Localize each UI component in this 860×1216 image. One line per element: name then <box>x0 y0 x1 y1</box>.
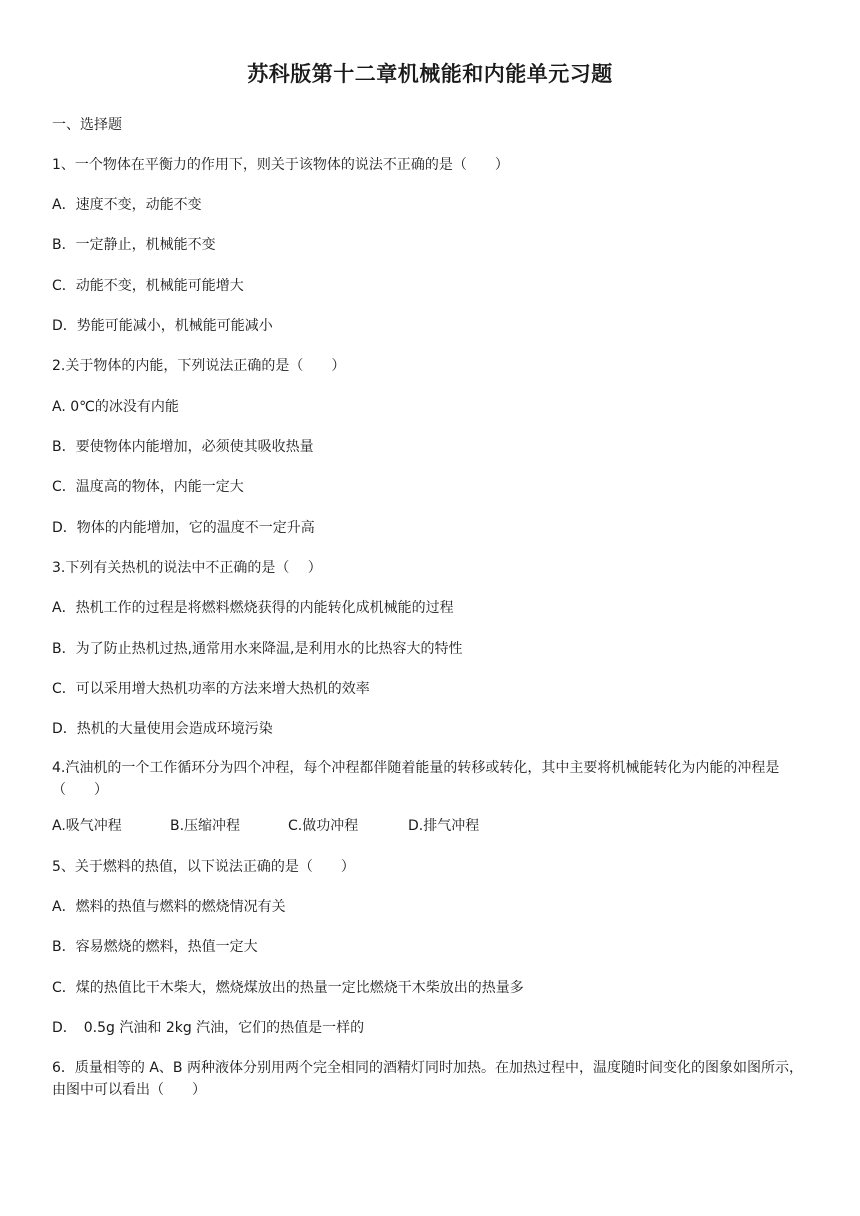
question-3-stem: 3.下列有关热机的说法中不正确的是（ ） <box>52 560 322 576</box>
question-1-option-c: C．动能不变，机械能可能增大 <box>52 278 244 294</box>
question-5-option-d: D． 0.5g 汽油和 2kg 汽油，它们的热值是一样的 <box>52 1020 365 1036</box>
question-3-option-c: C．可以采用增大热机功率的方法来增大热机的效率 <box>52 681 370 697</box>
question-4-option-b: B.压缩冲程 <box>170 818 241 834</box>
question-1-option-d: D．势能可能减小，机械能可能减小 <box>52 318 273 334</box>
document-title: 苏科版第十二章机械能和内能单元习题 <box>247 62 613 86</box>
question-5-option-a: A．燃料的热值与燃料的燃烧情况有关 <box>52 899 286 915</box>
question-2-option-d: D．物体的内能增加，它的温度不一定升高 <box>52 520 315 536</box>
question-2-option-a: A. 0℃的冰没有内能 <box>52 399 179 415</box>
question-1-option-b: B．一定静止，机械能不变 <box>52 237 216 253</box>
question-4-stem: 4.汽油机的一个工作循环分为四个冲程，每个冲程都伴随着能量的转移或转化，其中主要将机械能转化为内能的冲程是（ ） <box>52 760 780 798</box>
section-heading: 一、选择题 <box>52 117 122 133</box>
question-1-option-a: A．速度不变，动能不变 <box>52 197 202 213</box>
question-4-option-d: D.排气冲程 <box>408 818 480 834</box>
question-2-option-b: B．要使物体内能增加，必须使其吸收热量 <box>52 439 314 455</box>
question-2-option-c: C．温度高的物体，内能一定大 <box>52 479 244 495</box>
question-3-option-d: D．热机的大量使用会造成环境污染 <box>52 721 273 737</box>
question-3-option-b: B．为了防止热机过热,通常用水来降温,是利用水的比热容大的特性 <box>52 641 463 657</box>
question-3-option-a: A．热机工作的过程是将燃料燃烧获得的内能转化成机械能的过程 <box>52 600 454 616</box>
question-1-stem: 1、一个物体在平衡力的作用下，则关于该物体的说法不正确的是（ ） <box>52 157 509 173</box>
question-4-option-c: C.做功冲程 <box>288 818 359 834</box>
question-6-stem: 6．质量相等的 A、B 两种液体分别用两个完全相同的酒精灯同时加热。在加热过程中，温度随时间变化的图象如图所示，由图中可以看出（ ） <box>52 1060 803 1098</box>
question-4-options <box>52 815 812 837</box>
question-4-option-a: A.吸气冲程 <box>52 818 122 834</box>
question-5-stem: 5、关于燃料的热值，以下说法正确的是（ ） <box>52 859 355 875</box>
question-2-stem: 2.关于物体的内能，下列说法正确的是（ ） <box>52 358 346 374</box>
question-5-option-b: B．容易燃烧的燃料，热值一定大 <box>52 939 258 955</box>
question-5-option-c: C．煤的热值比干木柴大，燃烧煤放出的热量一定比燃烧干木柴放出的热量多 <box>52 980 524 996</box>
